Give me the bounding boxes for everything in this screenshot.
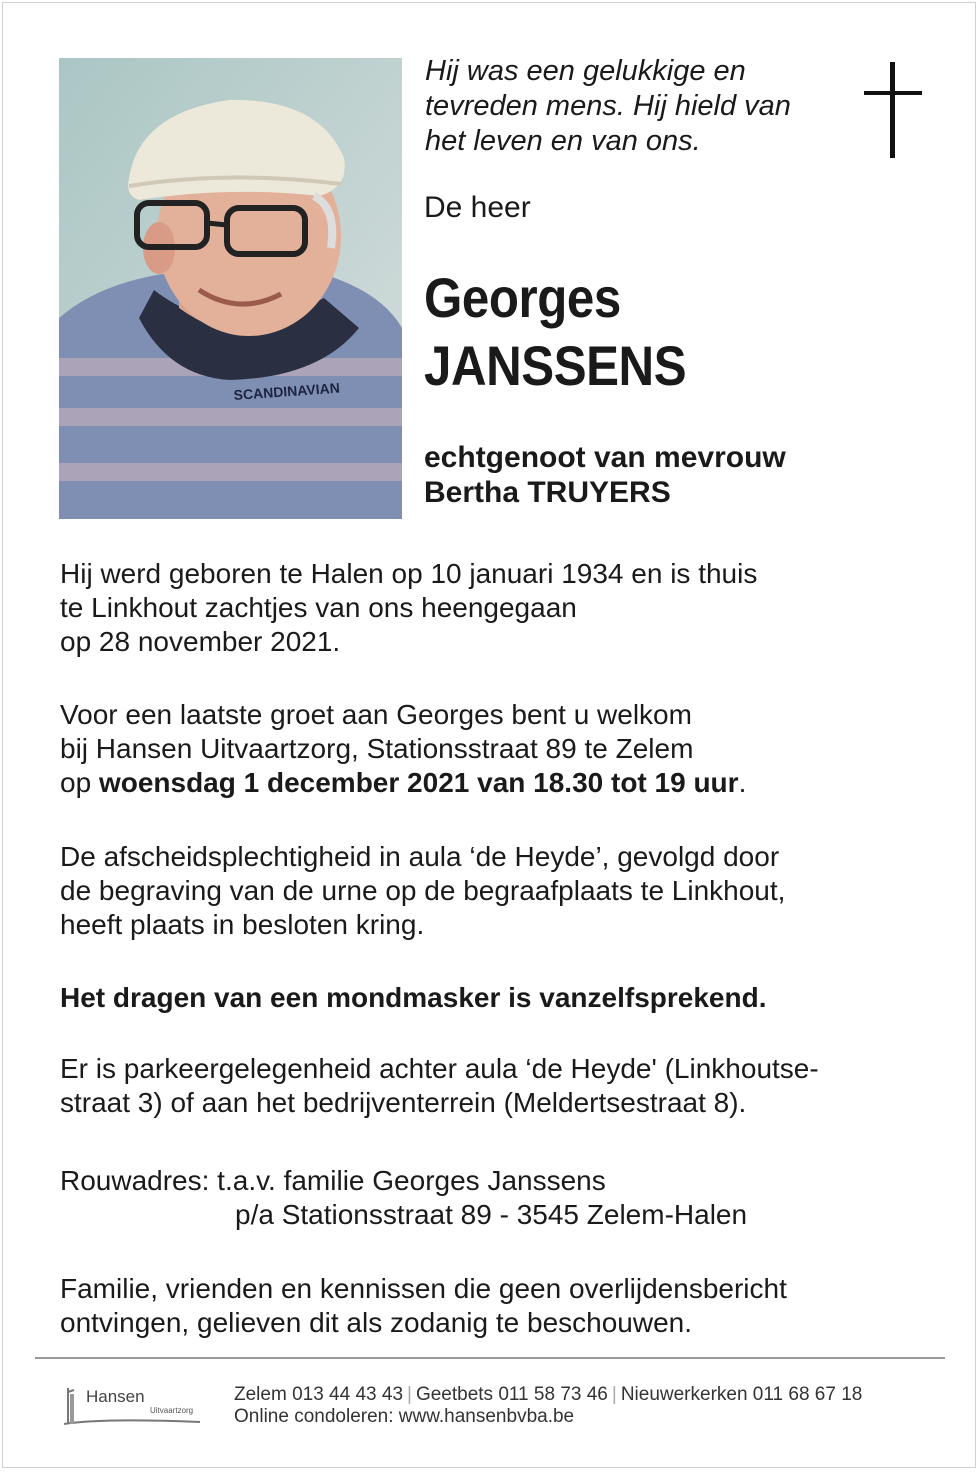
phone-nieuwerkerken: Nieuwerkerken 011 68 67 18 (620, 1384, 863, 1405)
text-line (60, 766, 940, 800)
spouse-info (424, 440, 786, 510)
text-line: Rouwadres: t.a.v. familie Georges Janssens (60, 1165, 606, 1196)
text-line: de begraving van de urne op de begraafplaats te Linkhout, (60, 875, 786, 906)
portrait-illustration (59, 58, 402, 519)
separator: | (611, 1384, 617, 1405)
phone-geetbets: Geetbets 011 58 73 46 (415, 1384, 608, 1405)
text-line: Voor een laatste groet aan Georges bent u welkom (60, 699, 692, 730)
text-line: te Linkhout zachtjes van ons heengegaan (60, 592, 577, 623)
quote-line: het leven en van ons. (425, 125, 701, 157)
memorial-quote (425, 54, 845, 159)
text-line: straat 3) of aan het bedrijventerrein (Meldertsestraat 8). (60, 1087, 747, 1118)
ceremony-paragraph (60, 840, 940, 942)
mask-notice: Het dragen van een mondmasker is vanzelfsprekend. (60, 982, 767, 1013)
spouse-line: echtgenoot van mevrouw (424, 441, 786, 474)
text-line: ontvingen, gelieven dit als zodanig te beschouwen. (60, 1307, 692, 1338)
text-line: Familie, vrienden en kennissen die geen overlijdensbericht (60, 1273, 787, 1304)
quote-line: Hij was een gelukkige en (425, 55, 746, 87)
phone-line (234, 1384, 862, 1406)
online-condolence: Online condoleren: www.hansenbvba.be (234, 1406, 575, 1427)
salutation: De heer (424, 191, 531, 224)
footer-divider (35, 1357, 945, 1359)
deceased-name (424, 264, 686, 400)
text-line: Er is parkeergelegenheid achter aula ‘de Heyde' (Linkhoutse- (60, 1053, 819, 1084)
mourning-address (60, 1164, 940, 1232)
visit-datetime: woensdag 1 december 2021 van 18.30 tot 19 uur (98, 767, 739, 798)
spouse-line: Bertha TRUYERS (424, 476, 671, 509)
logo-subtitle: Uitvaartzorg (150, 1406, 194, 1415)
text-line: Hij werd geboren te Halen op 10 januari 1934 en is thuis (60, 558, 758, 589)
parking-paragraph (60, 1052, 940, 1120)
birth-paragraph (60, 557, 940, 659)
text-line: De afscheidsplechtigheid in aula ‘de Heyde’, gevolgd door (60, 841, 780, 872)
visitation-paragraph (60, 698, 940, 800)
quote-line: tevreden mens. Hij hield van (425, 90, 791, 122)
text-line: heeft plaats in besloten kring. (60, 909, 425, 940)
first-name: Georges (424, 266, 621, 329)
visit-prefix: op (60, 767, 99, 798)
last-name: JANSSENS (424, 334, 687, 397)
visit-suffix: . (738, 767, 747, 798)
cross-icon (864, 62, 922, 158)
portrait-photo (59, 58, 402, 519)
logo-name: Hansen (86, 1387, 145, 1406)
text-line: p/a Stationsstraat 89 - 3545 Zelem-Halen (235, 1199, 748, 1230)
closing-paragraph (60, 1272, 940, 1340)
footer-contact (234, 1384, 862, 1428)
text-line: bij Hansen Uitvaartzorg, Stationsstraat 89 te Zelem (60, 733, 694, 764)
text-line: op 28 november 2021. (60, 626, 341, 657)
svg-text:SCANDINAVIAN: SCANDINAVIAN (233, 379, 341, 403)
separator: | (407, 1384, 412, 1405)
phone-zelem: Zelem 013 44 43 43 (234, 1384, 404, 1405)
